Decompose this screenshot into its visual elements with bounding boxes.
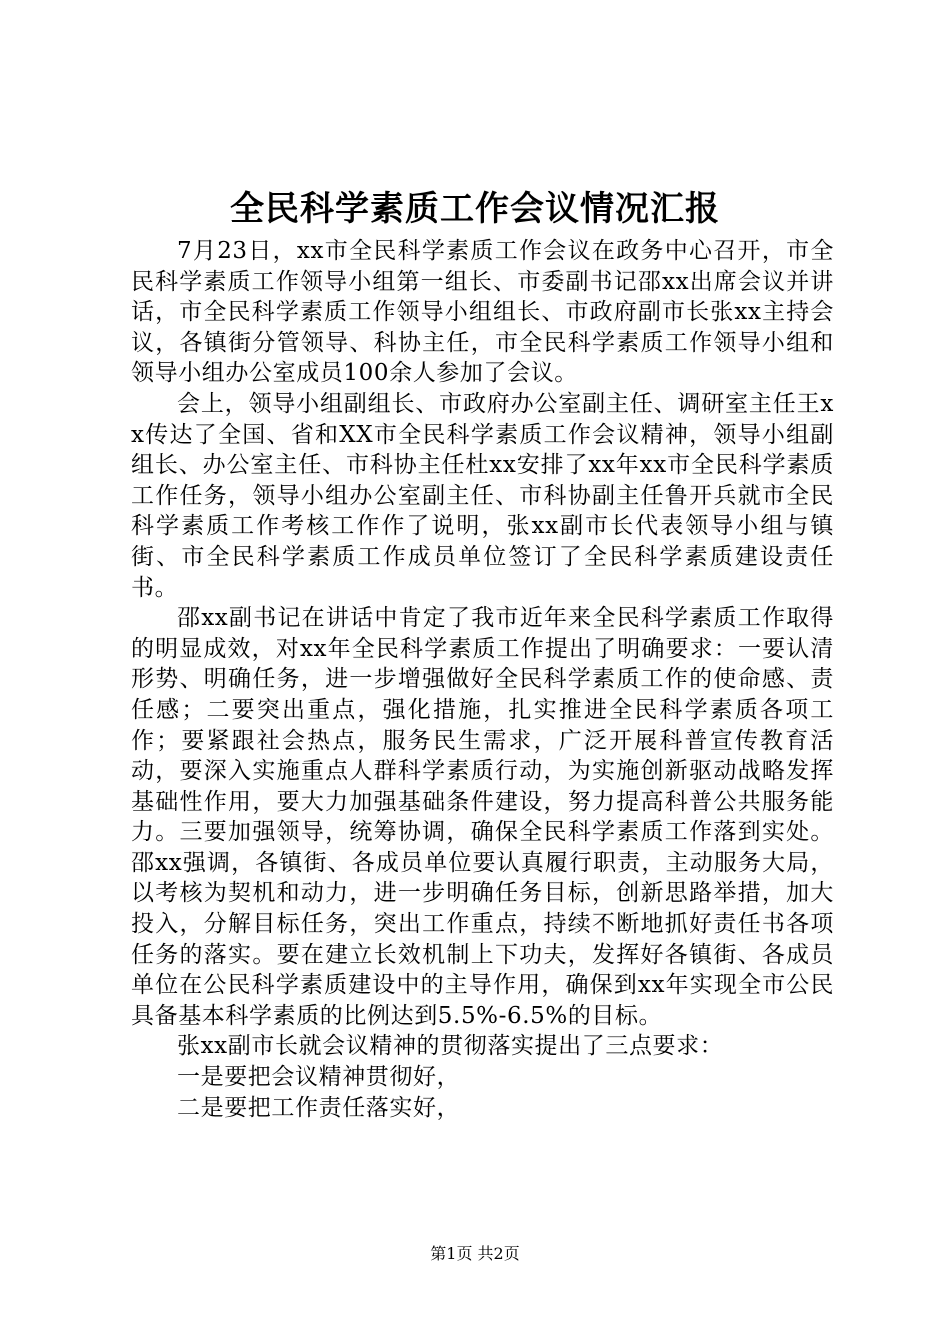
paragraph-requirement-one: 一是要把会议精神贯彻好， [177, 1064, 461, 1091]
page-number-footer: 第1页 共2页 [430, 1244, 520, 1263]
paragraph-speech-requirements: 邵xx副书记在讲话中肯定了我市近年来全民科学素质工作取得的明显成效，对xx年全民科学素质工作提出了明确要求：一要认清形势、明确任务，进一步增强做好全民科学素质工作的使命感、责任感；二要突出重点，强化措施，扎实推进全民科学素质各项工作；要紧跟社会热点，服务民生需求，广泛开展科普宣传教育活动，要深入实施重点人群科学素质行动，为实施创新驱动战略发挥基础性作用，要大力加强基础条件建设，努力提高科普公共服务能力。三要加强领导，统筹协调，确保全民科学素质工作落到实处。邵xx强调，各镇街、各成员单位要认真履行职责，主动服务大局，以考核为契机和动力，进一步明确任务目标，创新思路举措，加大投入，分解目标任务，突出工作重点，持续不断地抓好责任书各项任务的落实。要在建立长效机制上下功夫，发挥好各镇街、各成员单位在公民科学素质建设中的主导作用，确保到xx年实现全市公民具备基本科学素质的比例达到5.5%-6.5%的目标。 [131, 605, 834, 1029]
paragraph-meeting-proceedings: 会上，领导小组副组长、市政府办公室副主任、调研室主任王xx传达了全国、省和XX市全民科学素质工作会议精神，领导小组副组长、办公室主任、市科协主任杜xx安排了xx年xx市全民科学素质工作任务，领导小组办公室副主任、市科协副主任鲁开兵就市全民科学素质工作考核工作作了说明，张xx副市长代表领导小组与镇街、市全民科学素质工作成员单位签订了全民科学素质建设责任书。 [131, 390, 834, 601]
document-title: 全民科学素质工作会议情况汇报 [230, 189, 720, 229]
document-body [131, 236, 834, 1123]
paragraph-requirement-two: 二是要把工作责任落实好， [177, 1094, 461, 1121]
paragraph-three-requirements-intro: 张xx副市长就会议精神的贯彻落实提出了三点要求： [177, 1033, 724, 1060]
paragraph-meeting-overview: 7月23日，xx市全民科学素质工作会议在政务中心召开，市全民科学素质工作领导小组第一组长、市委副书记邵xx出席会议并讲话，市全民科学素质工作领导小组组长、市政府副市长张xx主持会议，各镇街分管领导、科协主任，市全民科学素质工作领导小组和领导小组办公室成员100余人参加了会议。 [131, 238, 834, 387]
